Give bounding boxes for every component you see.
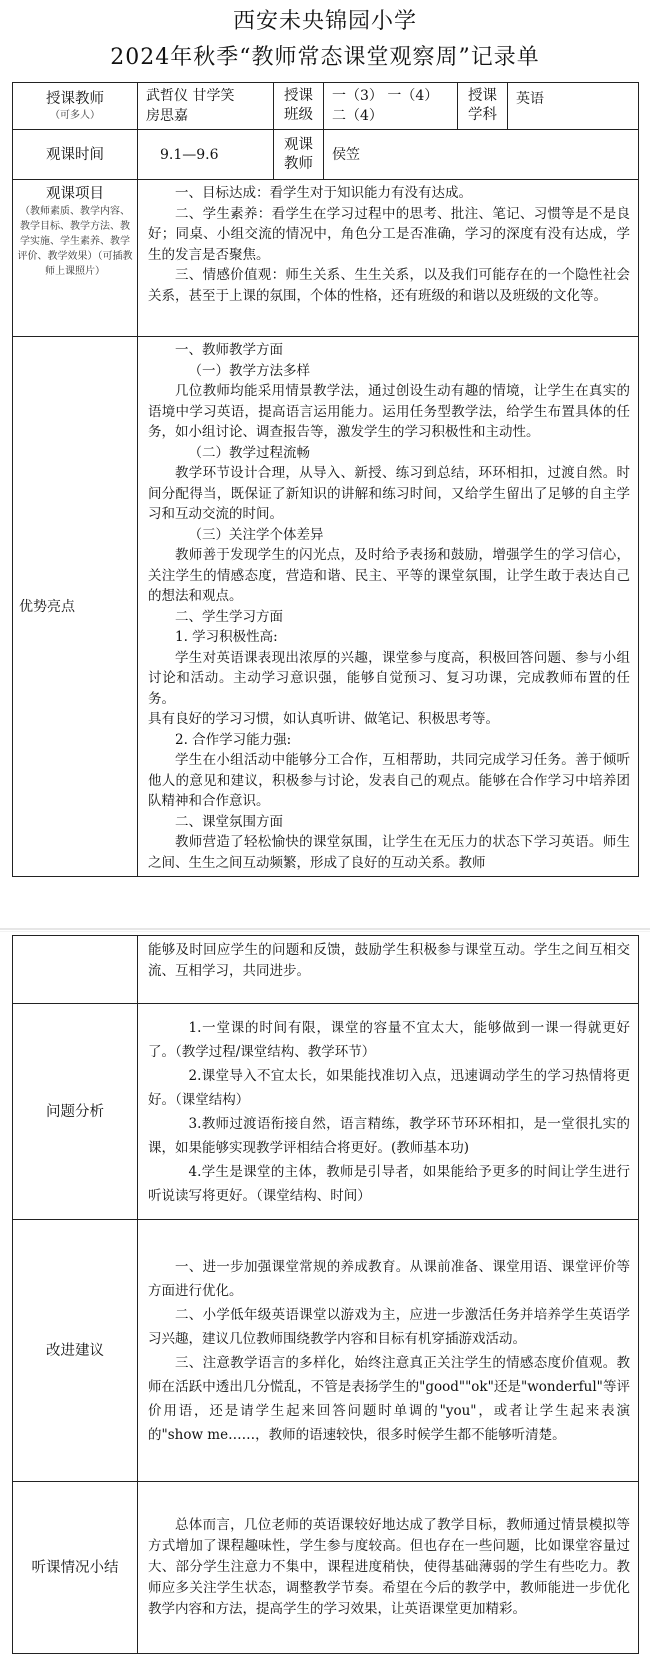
suggestions-label: 改进建议 [13,1220,138,1482]
strengths-row [13,337,639,877]
problem-1: 1.一堂课的时间有限，课堂的容量不宜太大，能够做到一课一得就更好了。（教学过程/课堂结构、教学环节） [148,1019,630,1060]
time-label: 观课时间 [13,130,138,180]
strengths-heading-1: 一、教师教学方面 [175,342,283,358]
teacher-names-line1: 武哲仪 甘学笑 [146,88,235,104]
school-name: 西安未央锦园小学 [232,9,417,34]
form-title: 2024年秋季“教师常态课堂观察周”记录单 [110,45,540,70]
items-label-cell [13,180,138,337]
items-line-3: 三、情感价值观：师生关系、生生关系，以及我们可能存在的一个隐性社会关系，甚至于上课的氛围，个体的性格，还有班级的和谐以及班级的文化等。 [148,267,630,304]
suggestion-1: 一、进一步加强课堂常规的养成教育。从课前准备、课堂用语、课堂评价等方面进行优化。 [148,1258,630,1299]
time-row [13,130,639,180]
strengths-point-1-extra: 具有良好的学习习惯，如认真听讲、做笔记、积极思考等。 [148,711,499,727]
strengths-continued-row [13,936,639,1004]
strengths-content [138,337,639,877]
subject-label-cell [458,83,508,130]
teacher-note: （可多人） [50,110,100,121]
strengths-sub-3-text: 教师善于发现学生的闪光点，及时给予表扬和鼓励，增强学生的学习信心，关注学生的情感态度，营造和谐、民主、平等的课堂氛围，让学生敢于表达自己的想法和观点。 [148,547,630,604]
strengths-point-1-title: 1. 学习积极性高: [175,629,278,645]
class-value-cell [324,83,458,130]
strengths-continued: 能够及时回应学生的问题和反馈，鼓励学生积极参与课堂互动。学生之间互相交流、互相学习，共同进步。 [138,936,639,1004]
items-label-text: 观课项目 [46,186,104,202]
problems-row [13,1004,639,1220]
strengths-point-2-text: 学生在小组活动中能够分工合作，互相帮助，共同完成学习任务。善于倾听他人的意见和建议，积极参与讨论，发表自己的观点。能够在合作学习中培养团队精神和合作意识。 [148,752,630,809]
strengths-heading-2: 二、学生学习方面 [175,608,283,625]
problem-4: 4.学生是课堂的主体，教师是引导者，如果能给予更多的时间让学生进行听说读写将更好。（课堂结构、时间） [148,1163,630,1204]
strengths-sub-2-title: （二）教学过程流畅 [188,444,310,461]
teacher-names-line2: 房思嘉 [146,108,188,124]
observer-label-2: 教师 [284,155,313,172]
record-table-part-1 [12,82,638,877]
strengths-heading-3-text: 教师营造了轻松愉快的课堂氛围，让学生在无压力的状态下学习英语。师生之间、生生之间互动频繁，形成了良好的互动关系。教师 [148,834,630,871]
record-table-part-2 [12,935,638,1654]
strengths-point-2-title: 2. 合作学习能力强: [175,731,292,748]
class-value-line2: 二（4） [332,108,383,124]
items-row [13,180,639,337]
strengths-sub-1-text: 几位教师均能采用情景教学法，通过创设生动有趣的情境，让学生在真实的语境中学习英语，提高语言运用能力。运用任务型教学法，给学生布置具体的任务，如小组讨论、调查报告等，激发学生的学习积极性和主动性。 [148,383,630,440]
subject-label-2: 学科 [468,107,497,123]
class-value-line1: 一（3） 一（4） [332,88,439,104]
observer-label-cell [274,130,324,180]
teacher-value-cell [138,83,274,130]
problem-3: 3.教师过渡语衔接自然，语言精练，教学环节环环相扣，是一堂很扎实的课，如果能够实现教学评相结合将更好。(教师基本功) [148,1115,630,1156]
strengths-heading-3: 二、课堂氛围方面 [175,813,283,830]
summary-content [138,1482,639,1654]
summary-row [13,1482,639,1654]
strengths-label: 优势亮点 [13,337,138,877]
observer-label-1: 观课 [284,136,313,153]
strengths-sub-1-title: （一）教学方法多样 [188,362,310,379]
strengths-sub-3-title: （三）关注学个体差异 [188,526,324,543]
suggestion-3: 三、注意教学语言的多样化，始终注意真正关注学生的情感态度价值观。教师在活跃中透出几分慌乱，不管是表扬学生的"good""ok"还是"wonderful"等评价用语，还是请学生起来回答问题时单调的"you"，或者让学生起来表演的"show me……，教师的语速较快，很多时候学生都不能够听清楚。 [148,1354,630,1443]
items-content [138,180,639,337]
page-break-line [0,928,650,930]
strengths-sub-2-text: 教学环节设计合理，从导入、新授、练习到总结，环环相扣，过渡自然。时间分配得当，既保证了新知识的讲解和练习时间，又给学生留出了足够的自主学习和互动交流的时间。 [148,465,630,522]
teacher-label-cell [13,83,138,130]
items-line-1: 一、目标达成：看学生对于知识能力有没有达成。 [175,185,472,201]
summary-label: 听课情况小结 [13,1482,138,1654]
page-break-shadow [0,931,650,932]
subject-label-1: 授课 [468,88,497,104]
class-label-cell [274,83,324,130]
time-value: 9.1—9.6 [138,130,274,180]
suggestions-row [13,1220,639,1482]
items-note: （教师素质、教学内容、教学目标、教学方法、教学实施、学生素养、教学评价、教学效果）（可插教师上课照片） [17,206,133,277]
class-label-2: 班级 [284,107,313,123]
problem-2: 2.课堂导入不宜太长，如果能找准切入点，迅速调动学生的学习热情将更好。（课堂结构） [148,1067,630,1108]
strengths-continued-label [13,936,138,1004]
teacher-label: 授课教师 [46,91,104,107]
strengths-point-1-text: 学生对英语课表现出浓厚的兴趣，课堂参与度高，积极回答问题、参与小组讨论和活动。主动学习意识强，能够自觉预习、复习功课，完成教师布置的任务。 [148,649,630,707]
items-line-2: 二、学生素养：看学生在学习过程中的思考、批注、笔记、习惯等是不是良好；同桌、小组交流的情况中，角色分工是否准确，学习的深度有没有达成，学生的发言是否聚焦。 [148,205,630,263]
teacher-row [13,83,639,130]
subject-value: 英语 [508,83,639,130]
class-label-1: 授课 [284,88,313,104]
problems-label: 问题分析 [13,1004,138,1220]
problems-content [138,1004,639,1220]
observer-value: 侯笠 [324,130,639,180]
suggestion-2: 二、小学低年级英语课堂以游戏为主，应进一步激活任务并培养学生英语学习兴趣，建议几位教师围绕教学内容和目标有机穿插游戏活动。 [148,1306,630,1347]
summary-text: 总体而言，几位老师的英语课较好地达成了教学目标，教师通过情景模拟等方式增加了课程趣味性，学生参与度较高。但也存在一些问题，比如课堂容量过大、部分学生注意力不集中，课程进度稍快，使得基础薄弱的学生有些吃力。教师应多关注学生状态，调整教学节奏。希望在今后的教学中，教师能进一步优化教学内容和方法，提高学生的学习效果，让英语课堂更加精彩。 [148,1517,630,1617]
suggestions-content [138,1220,639,1482]
